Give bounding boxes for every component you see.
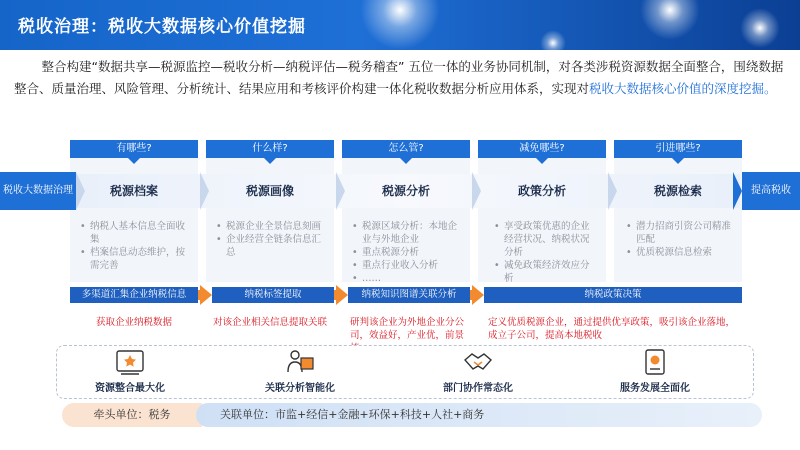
column-question: 引进哪些?: [614, 140, 742, 158]
bullet-item: • 潜力招商引资公司精准匹配: [626, 220, 738, 246]
stage-label: 政策分析: [517, 184, 566, 198]
bullet-list: [80, 220, 188, 272]
column-question: 有哪些?: [70, 140, 198, 158]
bullet-list: [626, 220, 738, 259]
stage-label: 税源分析: [381, 184, 430, 198]
light-glow: [740, 8, 780, 48]
person-board-icon: [285, 348, 315, 376]
bullet-list: [494, 220, 594, 285]
stage-label: 税源画像: [245, 184, 294, 198]
card-label: 关联分析智能化: [265, 383, 335, 394]
bullet-list: [216, 220, 324, 259]
bullet-item: • 享受政策优惠的企业经营状况、纳税状况分析: [494, 220, 594, 259]
bullet-item: • 税源企业全景信息刻画: [216, 220, 324, 233]
card-label: 服务发展全面化: [620, 383, 690, 394]
arrow-right-icon: [336, 285, 348, 305]
process-bar: 纳税标签提取: [212, 287, 334, 303]
arrow-right-icon: [472, 285, 484, 305]
certificate-icon: [115, 348, 145, 376]
card-label: 部门协作常态化: [443, 383, 513, 394]
light-glow: [360, 0, 440, 50]
light-glow: [540, 30, 566, 50]
bullet-item: • 企业经营全链条信息汇总: [216, 233, 324, 259]
stage-label: 税源档案: [109, 184, 158, 198]
lead-unit: 牵头单位：税务: [62, 403, 202, 427]
process-bar: 纳税政策决策: [484, 287, 742, 303]
result-text: 定义优质税源企业，通过提供优享政策，吸引该企业落地，成立子公司，提高本地税收: [488, 317, 736, 341]
bullet-list: [352, 220, 462, 285]
passport-icon: [640, 348, 670, 376]
light-glow: [640, 0, 700, 40]
bullet-item: • ……: [352, 272, 462, 285]
process-bar: 纳税知识图谱关联分析: [348, 287, 470, 303]
intro-text: 整合构建“数据共享—税源监控—税收分析—纳税评估—税务稽查” 五位一体的业务协同机制，对各类涉税资源数据全面整合，围绕数据整合、质量治理、风险管理、分析统计、结果应用和考核评价构建一体化税收数据分析应用体系，实现对: [14, 59, 784, 96]
column-question: 减免哪些?: [478, 140, 606, 158]
bullet-item: • 档案信息动态维护，按需完善: [80, 246, 188, 272]
page-title: 税收治理：税收大数据核心价值挖掘: [18, 17, 306, 37]
bullet-item: • 税源区域分析：本地企业与外地企业: [352, 220, 462, 246]
related-units: 关联单位：市监+经信+金融+环保+科技+人社+商务: [196, 403, 762, 427]
card-label: 资源整合最大化: [95, 383, 165, 394]
bullet-item: • 纳税人基本信息全面收集: [80, 220, 188, 246]
arrow-right-icon: [200, 285, 212, 305]
bullet-item: • 优质税源信息检索: [626, 246, 738, 259]
flow-start-label: 税收大数据治理: [0, 172, 76, 210]
column-question: 什么样?: [206, 140, 334, 158]
bullet-item: • 重点行业收入分析: [352, 259, 462, 272]
bullet-item: • 减免政策经济效应分析: [494, 259, 594, 285]
header-bar: [0, 0, 800, 50]
intro-paragraph: [14, 56, 786, 100]
handshake-icon: [463, 348, 493, 376]
flow-end-label: 提高税收: [742, 172, 800, 210]
intro-highlight: 税收大数据核心价值的深度挖掘。: [589, 81, 777, 96]
result-text: 获取企业纳税数据: [95, 317, 172, 328]
bullet-item: • 重点税源分析: [352, 246, 462, 259]
result-text: 研判该企业为外地企业分公司，效益好，产业优，前景: [350, 317, 465, 341]
column-question: 怎么管?: [342, 140, 470, 158]
stage-label: 税源检索: [653, 184, 702, 198]
result-text: 对该企业相关信息提取关联: [212, 317, 327, 328]
process-bar: 多渠道汇集企业纳税信息: [70, 287, 198, 303]
